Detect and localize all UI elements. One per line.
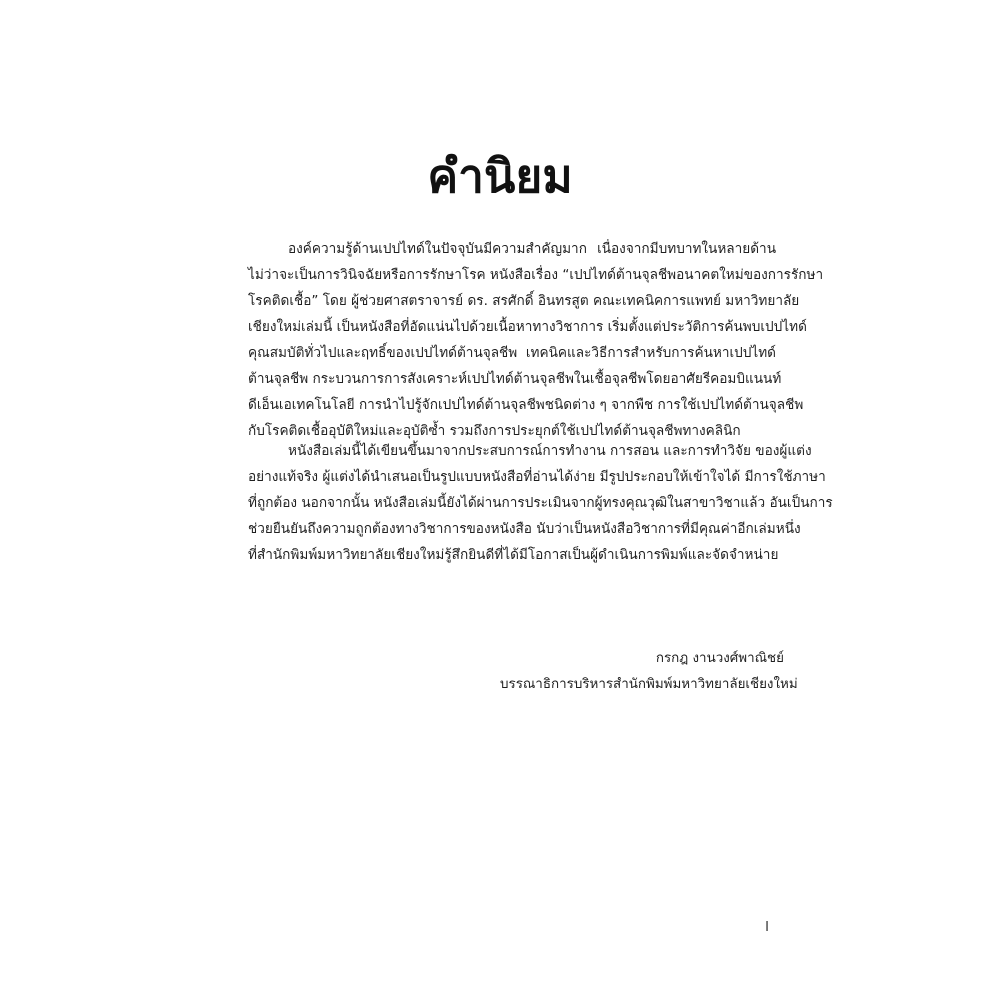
paragraph-line: ดีเอ็นเอเทคโนโลยี การนำไปรู้จักเปปไทด์ต้านจุลชีพชนิดต่าง ๆ จากพืช การใช้เปปไทด์ต้านจุลชีพ [248, 397, 804, 413]
signature-position: บรรณาธิการบริหารสำนักพิมพ์มหาวิทยาลัยเชียงใหม่ [500, 677, 798, 692]
page-number: I [765, 920, 769, 935]
paragraph-endorsement [248, 438, 833, 568]
signature-block [500, 646, 798, 698]
paragraph-line: เชียงใหม่เล่มนี้ เป็นหนังสือที่อัดแน่นไปด้วยเนื้อหาทางวิชาการ เริ่มตั้งแต่ประวัติการค้นพบเปปไทด์ [248, 319, 807, 335]
paragraph-line: องค์ความรู้ด้านเปปไทด์ในปัจจุบันมีความสำคัญมาก เนื่องจากมีบทบาทในหลายด้าน [288, 241, 776, 257]
paragraph-introduction [248, 236, 824, 444]
paragraph-line: อย่างแท้จริง ผู้แต่งได้นำเสนอเป็นรูปแบบหนังสือที่อ่านได้ง่าย มีรูปประกอบให้เข้าใจได้ มีการใช้ภาษา [248, 469, 826, 485]
paragraph-line: ไม่ว่าจะเป็นการวินิจฉัยหรือการรักษาโรค หนังสือเรื่อง “เปปไทด์ต้านจุลชีพอนาคตใหม่ของการรักษา [248, 267, 824, 283]
page-title: คำนิยม [427, 148, 573, 203]
paragraph-line: โรคติดเชื้อ” โดย ผู้ช่วยศาสตราจารย์ ดร. สรศักดิ์ อินทรสูต คณะเทคนิคการแพทย์ มหาวิทยาลัย [248, 293, 800, 309]
paragraph-line: กับโรคติดเชื้ออุบัติใหม่และอุบัติซ้ำ รวมถึงการประยุกต์ใช้เปปไทด์ต้านจุลชีพทางคลินิก [248, 423, 741, 439]
paragraph-line: ต้านจุลชีพ กระบวนการการสังเคราะห์เปปไทด์ต้านจุลชีพในเชื้อจุลชีพโดยอาศัยรีคอมบิแนนท์ [248, 371, 782, 387]
paragraph-line: ที่ถูกต้อง นอกจากนั้น หนังสือเล่มนี้ยังได้ผ่านการประเมินจากผู้ทรงคุณวุฒิในสาขาวิชาแล้ว อันเป็นการ [248, 495, 833, 511]
paragraph-line: ที่สำนักพิมพ์มหาวิทยาลัยเชียงใหม่รู้สึกยินดีที่ได้มีโอกาสเป็นผู้ดำเนินการพิมพ์และจัดจำหน่าย [248, 547, 779, 563]
paragraph-line: หนังสือเล่มนี้ได้เขียนขึ้นมาจากประสบการณ์การทำงาน การสอน และการทำวิจัย ของผู้แต่ง [288, 443, 812, 459]
paragraph-line: ช่วยยืนยันถึงความถูกต้องทางวิชาการของหนังสือ นับว่าเป็นหนังสือวิชาการที่มีคุณค่าอีกเล่มหนึ่ง [248, 521, 801, 537]
signature-name: กรกฎ งานวงศ์พาณิชย์ [655, 651, 784, 666]
paragraph-line: คุณสมบัติทั่วไปและฤทธิ์ของเปปไทด์ต้านจุลชีพ เทคนิคและวิธีการสำหรับการค้นหาเปปไทด์ [248, 345, 776, 361]
